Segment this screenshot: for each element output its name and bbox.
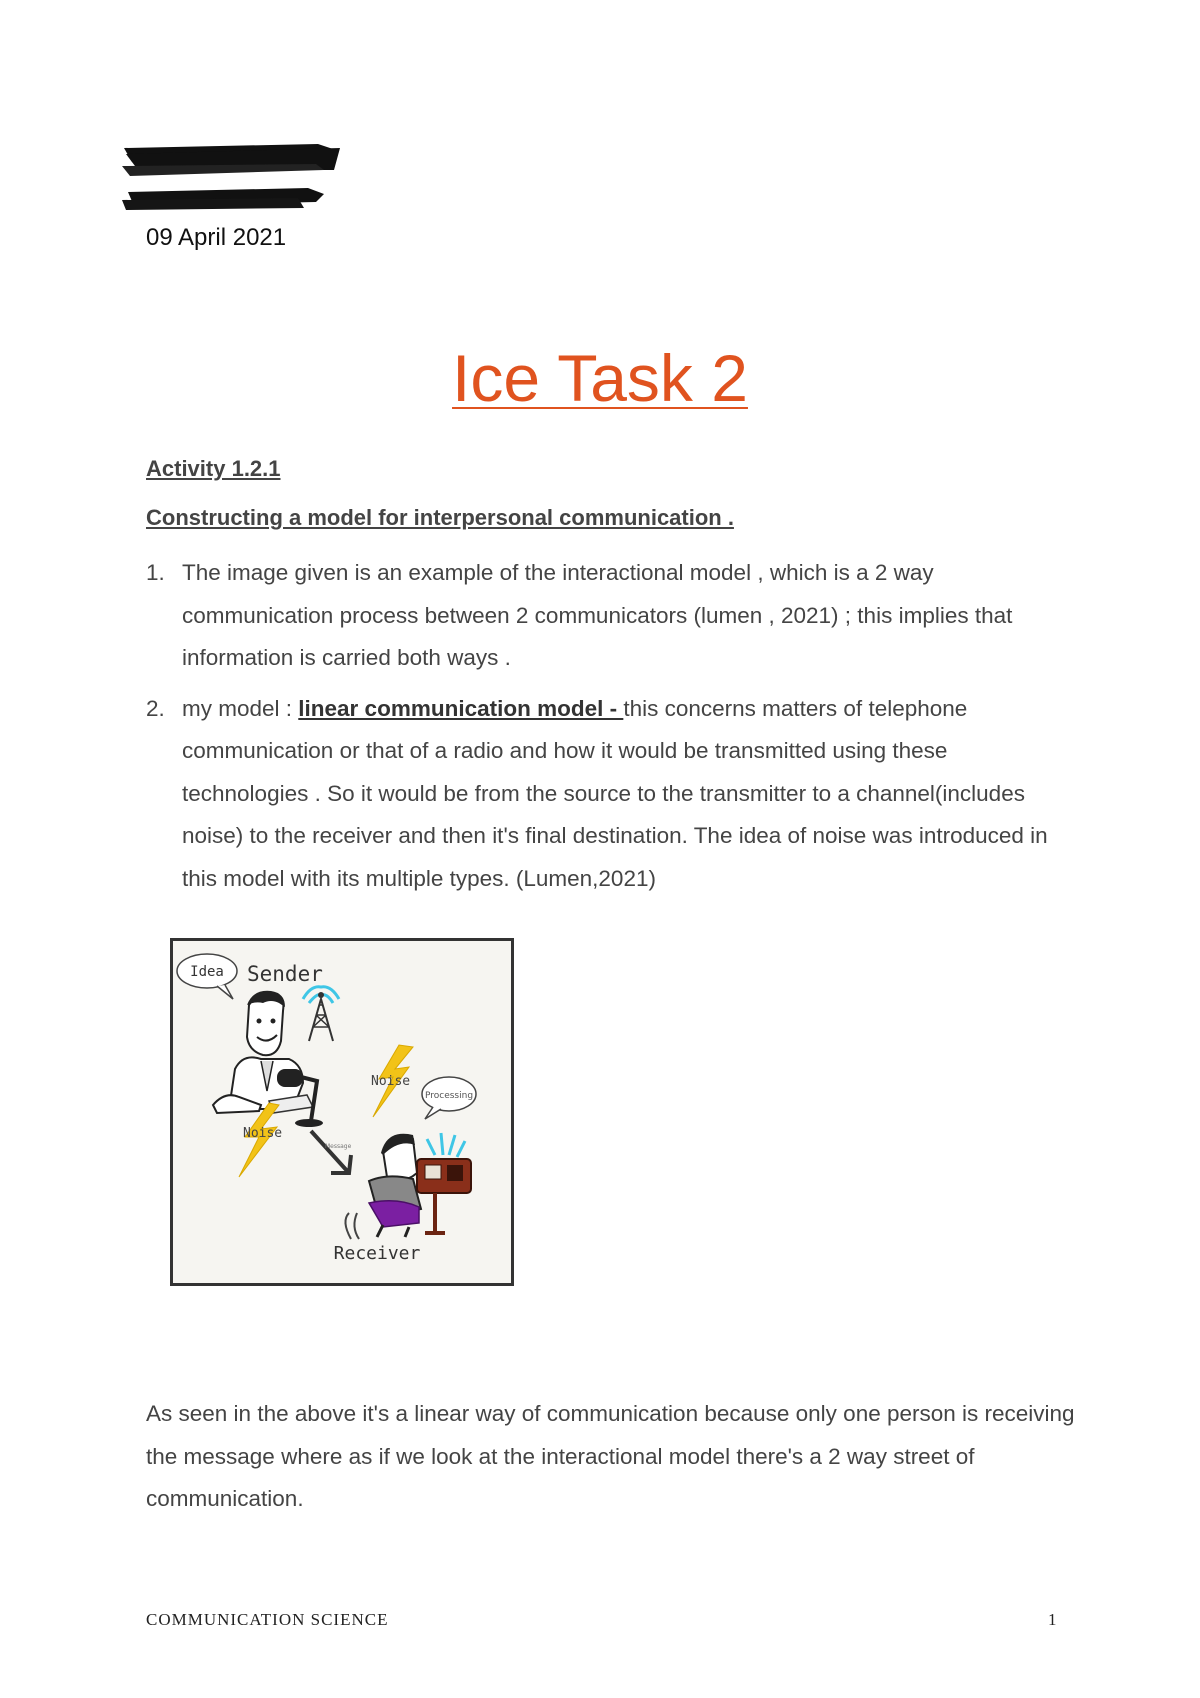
list-number: 1.: [146, 560, 165, 585]
list-item: [146, 688, 1076, 901]
idea-label: Idea: [190, 964, 224, 980]
receiver-label: Receiver: [333, 1243, 421, 1264]
receiver-person-icon: [345, 1134, 421, 1239]
sender-person-icon: [213, 991, 313, 1113]
model-name-emphasis: linear communication model -: [298, 695, 624, 721]
processing-label: Processing: [424, 1091, 474, 1101]
activity-heading: Activity 1.2.1: [146, 456, 281, 481]
redacted-name-mark: [118, 136, 348, 216]
conclusion-paragraph: As seen in the above it's a linear way of communication because only one person is receiving the message where as if we look at the interactional model there's a 2 way street of communication.: [146, 1401, 1075, 1511]
document-date: 09 April 2021: [146, 224, 287, 251]
list-body: this concerns matters of telephone communication or that of a radio and how it would be transmitted using these technologies . So it would be from the source to the transmitter to a channel(includes noise) to the receiver and then it's final destination. The idea of noise was introduced in this model with its multiple types. (Lumen,2021): [182, 695, 1048, 891]
section-heading: Constructing a model for interpersonal communication .: [146, 505, 734, 530]
sender-label: Sender: [247, 962, 323, 986]
footer-course-name: COMMUNICATION SCIENCE: [146, 1610, 389, 1629]
list-number: 2.: [146, 695, 165, 721]
noise-label-right: Noise: [371, 1074, 411, 1089]
figure-illustration: [173, 941, 511, 1283]
list-text: The image given is an example of the interactional model , which is a 2 way communication process between 2 communicators (lumen , 2021) ; this implies that information is carried both ways .: [182, 560, 1013, 670]
linear-model-figure: [170, 938, 514, 1286]
footer-page-number: 1: [1048, 1610, 1057, 1629]
message-arrow-icon: [311, 1131, 352, 1173]
list-prefix: my model :: [182, 695, 299, 721]
list-text: [182, 688, 1076, 901]
radio-set-icon: [417, 1133, 471, 1233]
message-label: Message: [325, 1143, 352, 1150]
noise-label-left: Noise: [243, 1126, 283, 1141]
document-title: Ice Task 2: [452, 341, 748, 415]
list-item: [146, 552, 1076, 680]
numbered-list: [146, 552, 1076, 908]
radio-tower-icon: [303, 987, 339, 1041]
